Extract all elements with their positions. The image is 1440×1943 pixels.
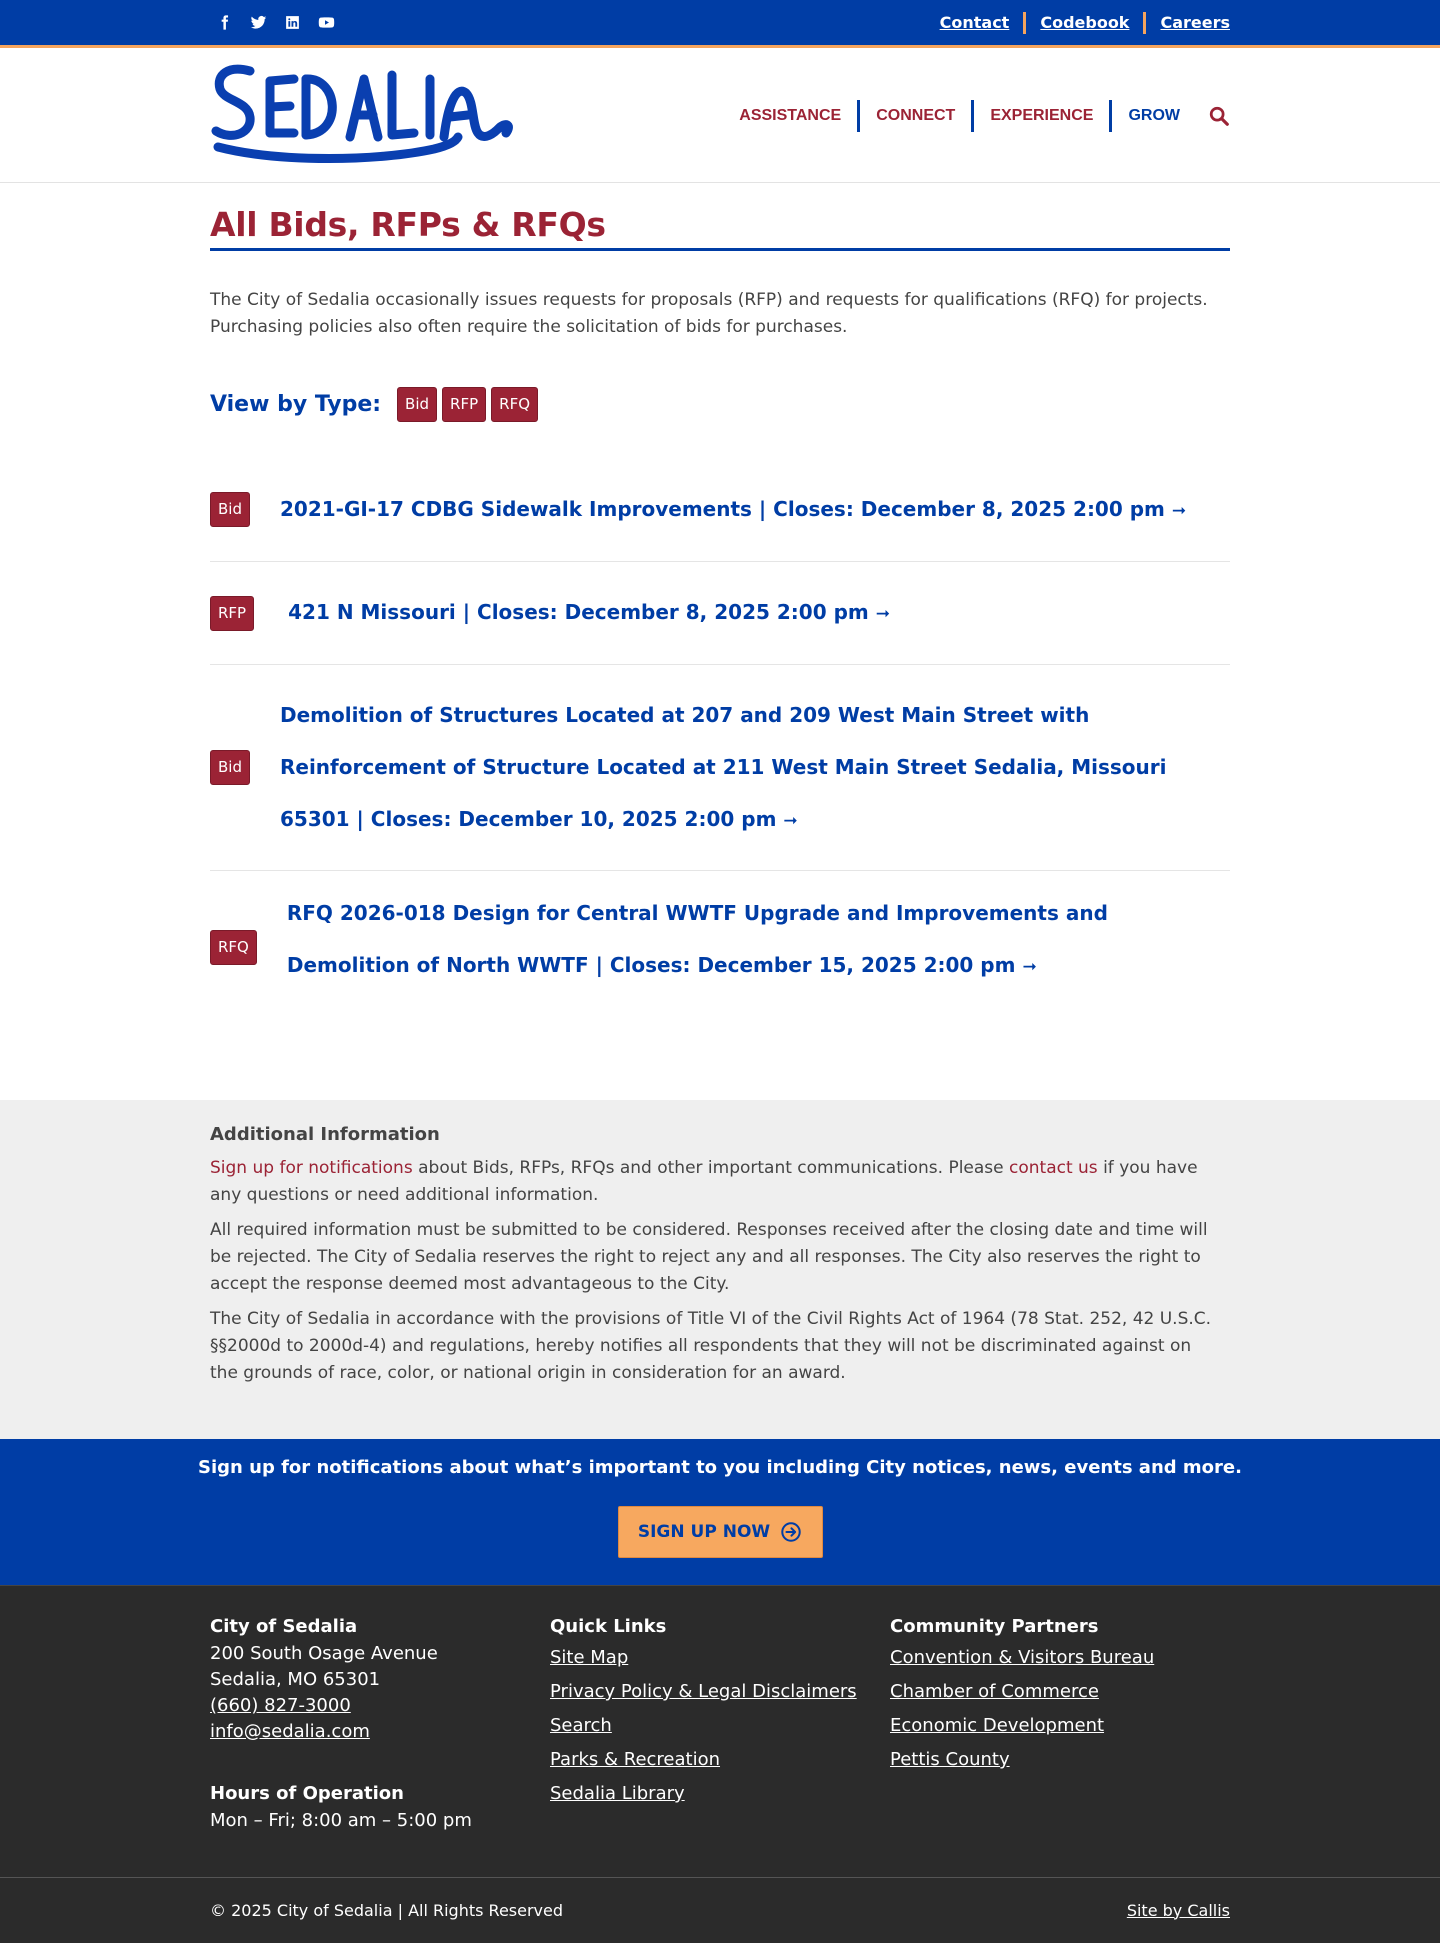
footer-contact — [210, 1616, 550, 1834]
listings — [210, 459, 1230, 1031]
listing-type-badge: Bid — [210, 492, 250, 527]
notifications-paragraph — [210, 1155, 1220, 1209]
site-header — [0, 48, 1440, 183]
main-nav — [723, 100, 1230, 132]
codebook-link[interactable]: Codebook — [1023, 12, 1143, 34]
listing-row — [210, 665, 1230, 871]
phone-link[interactable]: (660) 827-3000 — [210, 1695, 351, 1716]
nav-grow[interactable]: GROW — [1109, 100, 1196, 132]
site-credit-link[interactable]: Site by Callis — [1126, 1900, 1230, 1920]
notifications-text-end: if you have any questions or need additional information. — [210, 1158, 1198, 1205]
filter-bid-button[interactable]: Bid — [397, 387, 437, 422]
hours-heading: Hours of Operation — [210, 1783, 404, 1804]
contact-link[interactable]: Contact — [939, 12, 1010, 32]
listing-title: 2021-GI-17 CDBG Sidewalk Improvements | Closes: December 8, 2025 2:00 pm — [279, 496, 1165, 521]
filter-rfp-button[interactable]: RFP — [442, 387, 486, 422]
main-content — [0, 183, 1440, 1585]
listing-link[interactable] — [280, 483, 1186, 537]
sign-up-now-button[interactable] — [618, 1506, 823, 1558]
site-map-link[interactable]: Site Map — [550, 1647, 629, 1668]
footer-quick-links — [550, 1616, 890, 1834]
listing-row — [210, 562, 1230, 665]
civil-rights-paragraph: The City of Sedalia in accordance with the provisions of Title VI of the Civil Rights Act of 1964 (78 Stat. 252, 42 U.S.C. §§2000d to 2000d-4) and regulations, hereby notifies all respondents that they will not be discriminated against on the grounds of race, color, or national origin in consideration for an award. — [210, 1309, 1212, 1383]
arrow-circle-right-icon — [780, 1521, 802, 1543]
page-title: All Bids, RFPs & RFQs — [210, 183, 1230, 251]
utility-links — [926, 12, 1230, 34]
nav-connect[interactable]: CONNECT — [857, 100, 971, 132]
visitors-bureau-link[interactable]: Convention & Visitors Bureau — [890, 1647, 1155, 1668]
arrow-right-icon: ➞ — [783, 810, 798, 831]
facebook-icon[interactable] — [214, 13, 234, 33]
nav-experience[interactable]: EXPERIENCE — [971, 100, 1109, 132]
youtube-icon[interactable] — [316, 13, 336, 33]
sedalia-logo[interactable] — [210, 63, 516, 169]
listing-type-badge: RFP — [210, 596, 254, 631]
quick-links-heading: Quick Links — [550, 1616, 667, 1637]
search-link[interactable]: Search — [550, 1715, 612, 1736]
address-line-1: 200 South Osage Avenue — [210, 1643, 438, 1664]
signup-band — [0, 1439, 1440, 1585]
arrow-right-icon: ➞ — [1171, 500, 1187, 521]
filter-rfq-button[interactable]: RFQ — [491, 387, 538, 422]
community-partners-heading: Community Partners — [890, 1616, 1099, 1637]
email-link[interactable]: info@sedalia.com — [210, 1721, 370, 1742]
hours-text: Mon – Fri; 8:00 am – 5:00 pm — [210, 1810, 472, 1831]
requirements-paragraph: All required information must be submitted to be considered. Responses received after the closing date and time will be rejected. The City of Sedalia reserves the right to reject any and all responses. The City also reserves the right to accept the response deemed most advantageous to the City. — [210, 1220, 1208, 1294]
footer-community-partners — [890, 1616, 1230, 1834]
nav-assistance[interactable]: ASSISTANCE — [739, 106, 842, 124]
search-icon[interactable] — [1208, 105, 1230, 127]
sign-up-now-label: SIGN UP NOW — [637, 1522, 771, 1542]
listing-type-badge: Bid — [210, 750, 250, 785]
listing-title: 421 N Missouri | Closes: December 8, 2025 2:00 pm — [288, 600, 869, 624]
listing-title: RFQ 2026-018 Design for Central WWTF Upgrade and Improvements and Demolition of North WWTF | Closes: December 15, 2025 2:00 pm — [286, 901, 1108, 977]
twitter-icon[interactable] — [248, 13, 268, 33]
pettis-county-link[interactable]: Pettis County — [890, 1749, 1010, 1770]
parks-recreation-link[interactable]: Parks & Recreation — [550, 1749, 721, 1770]
site-footer — [0, 1585, 1440, 1877]
listing-link[interactable] — [287, 887, 1227, 993]
chamber-of-commerce-link[interactable]: Chamber of Commerce — [890, 1681, 1099, 1702]
copyright-text: © 2025 City of Sedalia | All Rights Reserved — [210, 1900, 564, 1920]
listing-link[interactable] — [280, 689, 1230, 847]
intro-text: The City of Sedalia occasionally issues requests for proposals (RFP) and requests for qualifications (RFQ) for projects. Purchasing policies also often require the solicitation of bids for purchases. — [210, 290, 1208, 337]
arrow-right-icon: ➞ — [875, 604, 890, 624]
signup-text: Sign up for notifications about what’s important to you including City notices, news, events and more. — [198, 1457, 1242, 1478]
city-heading: City of Sedalia — [210, 1616, 358, 1637]
economic-development-link[interactable]: Economic Development — [890, 1715, 1105, 1736]
listing-row — [210, 459, 1230, 562]
sedalia-logo-graphic — [210, 63, 516, 169]
contact-us-link[interactable]: contact us — [1009, 1158, 1098, 1178]
sign-up-notifications-link[interactable]: Sign up for notifications — [210, 1158, 413, 1178]
footer-bottom-bar — [0, 1877, 1440, 1943]
view-by-type — [210, 387, 1230, 422]
careers-link[interactable]: Careers — [1143, 12, 1230, 34]
listing-title: Demolition of Structures Located at 207 and 209 West Main Street with Reinforcement of Structure Located at 211 West Main Street Sedalia, Missouri 65301 | Closes: December 10, 2025 2:00 pm — [279, 702, 1167, 831]
privacy-policy-link[interactable]: Privacy Policy & Legal Disclaimers — [550, 1681, 857, 1702]
top-utility-bar — [0, 0, 1440, 48]
additional-information — [0, 1100, 1440, 1439]
listing-link[interactable] — [288, 586, 890, 640]
linkedin-icon[interactable] — [282, 13, 302, 33]
arrow-right-icon: ➞ — [1022, 957, 1037, 977]
listing-row — [210, 871, 1230, 1031]
additional-heading: Additional Information — [210, 1124, 440, 1145]
address-line-2: Sedalia, MO 65301 — [210, 1669, 381, 1690]
notifications-text: about Bids, RFPs, RFQs and other important communications. Please — [412, 1158, 1010, 1178]
view-by-type-label: View by Type: — [210, 392, 382, 417]
listing-type-badge: RFQ — [210, 930, 257, 965]
sedalia-library-link[interactable]: Sedalia Library — [550, 1783, 685, 1804]
social-links — [210, 13, 336, 33]
